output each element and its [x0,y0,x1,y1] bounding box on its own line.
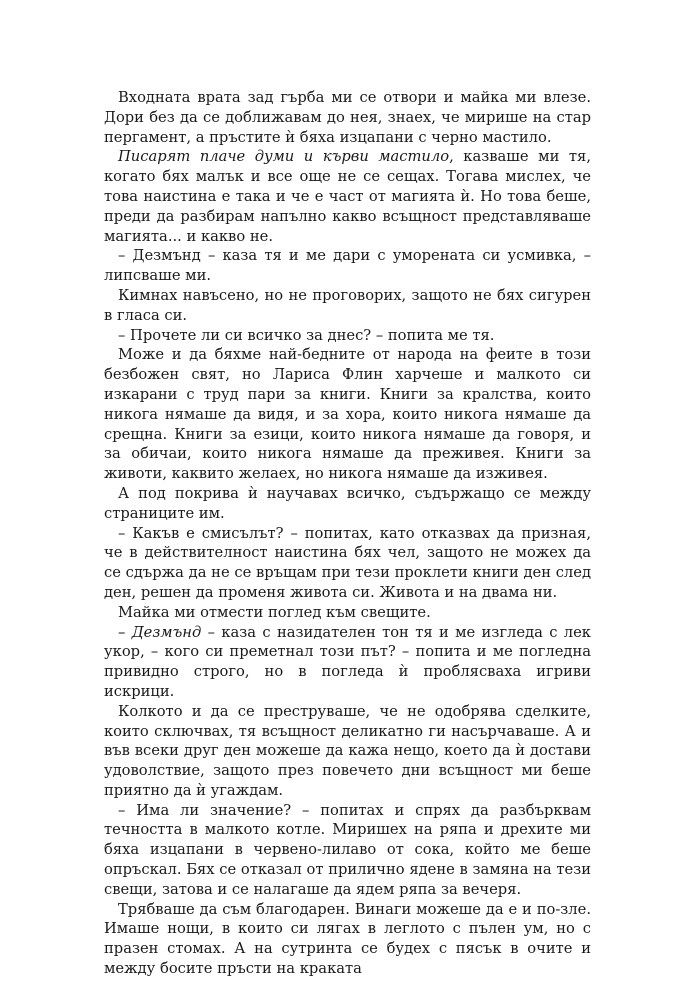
paragraph-11 [104,702,591,801]
paragraph-text: Може и да бяхме най-бедните от народа на феите в този безбожен свят, но Лариса Флин харчеше и малкото си изкарани с труд пари за книги. Книги за кралства, които никога нямаше да видя, и за хора, които никога нямаше да срещна. Книги за езици, които никога нямаше да говоря, и за обичаи, които никога нямаше да преживея. Книги за животи, каквито желаех, но никога нямаше да изживея. [104,346,591,483]
paragraph-5 [104,326,591,346]
paragraph-text: – Има ли значение? – попитах и спрях да разбърквам течността в малкото котле. Миришех на ряпа и дрехите ми бяха изцапани в червено-лилаво от сока, който ме беше опръскал. Бях се отказал от прилично ядене в замяна на тези свещи, затова и се налагаше да ядем ряпа за вечеря. [104,801,591,898]
paragraph-text: Входната врата зад гърба ми се отвори и майка ми влезе. Дори без да се доближавам до нея, знаех, че мирише на стар пергамент, а пръстите ѝ бяха изцапани с черно мастило. [104,89,591,146]
italic-quote: Писарят плаче думи и кърви мастило [118,148,450,166]
paragraph-12 [104,801,591,900]
paragraph-4 [104,286,591,326]
paragraph-13 [104,900,591,979]
paragraph-text: – каза с назидателен тон тя и ме изгледа с лек укор, – кого си преметнал този път? – попита и ме погледна привидно строго, но в погледа ѝ проблясваха игриви искрици. [104,623,591,700]
paragraph-8 [104,524,591,603]
paragraph-6 [104,345,591,484]
paragraph-text: – Прочете ли си всичко за днес? – попита ме тя. [118,326,495,344]
paragraph-text: , казваше ми тя, когато бях малък и все още не се сещах. Тогава мислех, че това наистина е така и че е част от магията ѝ. Но това беше, преди да разбирам напълно какво всъщност представляваше магията... и какво не. [104,148,591,245]
paragraph-text: – Дезмънд – каза тя и ме дари с уморената си усмивка, – липсваше ми. [104,247,591,285]
paragraph-text: Колкото и да се преструваше, че не одобрява сделките, които сключвах, тя всъщност деликатно ги насърчаваше. А и във всеки друг ден можеше да кажа нещо, което да ѝ достави удоволствие, защото през повечето дни всъщност ми беше приятно да ѝ угаждам. [104,702,591,799]
paragraph-2 [104,147,591,246]
paragraph-text: А под покрива ѝ научавах всичко, съдържащо се между страниците им. [104,484,591,522]
italic-name: – Дезмънд [118,623,202,641]
paragraph-text: Кимнах навъсено, но не проговорих, защото не бях сигурен в гласа си. [104,286,591,324]
paragraph-1 [104,88,591,147]
paragraph-3 [104,246,591,286]
paragraph-text: – Какъв е смисълът? – попитах, като отказвах да призная, че в действителност наистина бях чел, защото не можех да се сдържа да не се връщам при тези проклети книги ден след ден, решен да променя живота си. Живота и на двама ни. [104,524,591,601]
body-text [104,88,591,979]
paragraph-text: Майка ми отмести поглед към свещите. [118,603,431,621]
paragraph-10 [104,623,591,702]
paragraph-9 [104,603,591,623]
paragraph-7 [104,484,591,524]
paragraph-text: Трябваше да съм благодарен. Винаги можеше да е и по-зле. Имаше нощи, в които си лягах в леглото с пълен ум, но с празен стомах. А на сутринта се будех с пясък в очите и между босите пръсти на краката [104,900,591,978]
